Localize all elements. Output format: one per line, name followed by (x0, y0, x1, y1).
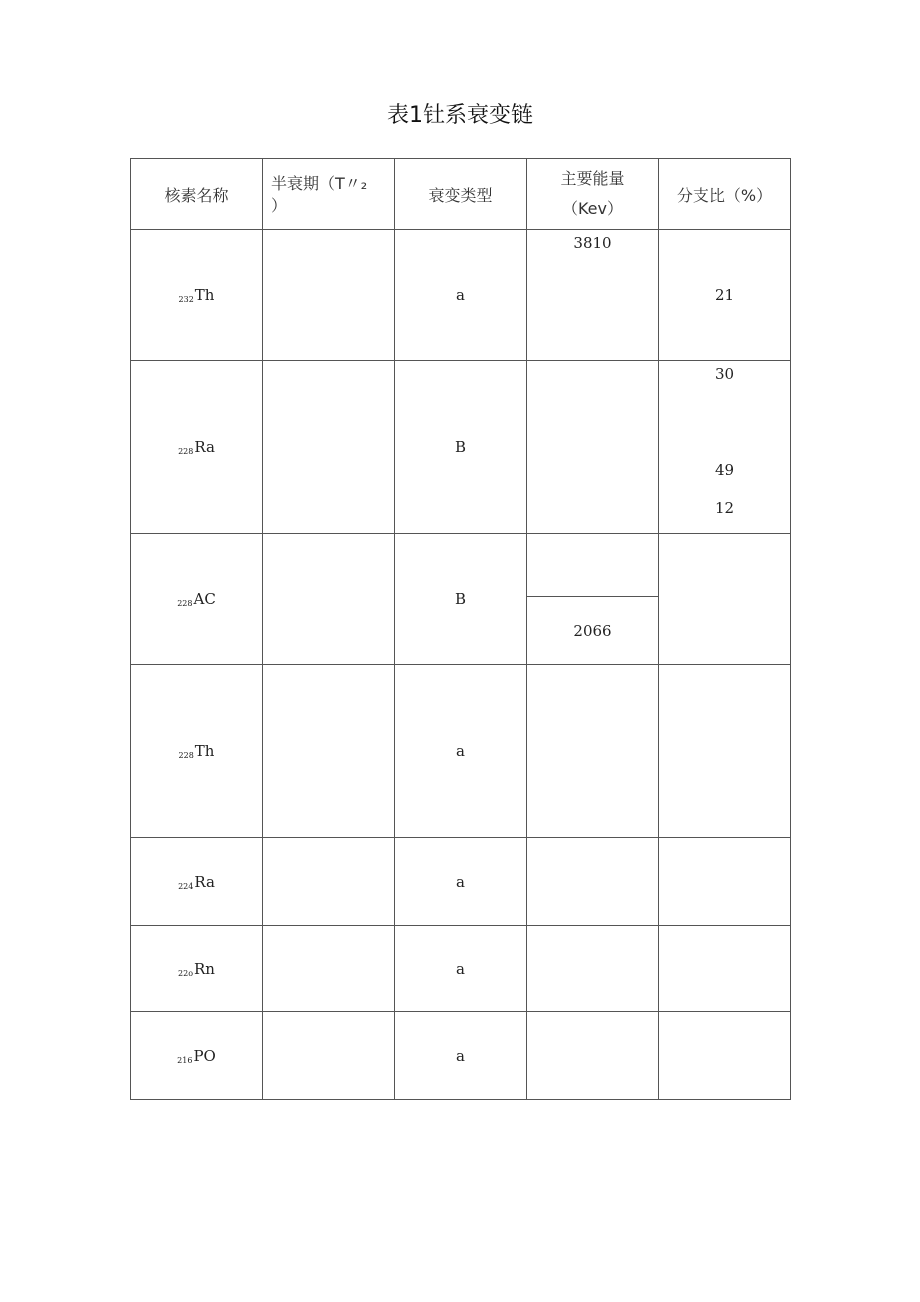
header-energy-line2: （Kev） (561, 199, 623, 218)
mass-number: 216 (177, 1055, 193, 1065)
branch-cell (659, 838, 791, 926)
mass-number: 232 (178, 295, 194, 304)
energy-cell (527, 230, 659, 361)
element-symbol: Th (194, 742, 215, 760)
branch-value: 49 (714, 461, 735, 479)
element-symbol: Rn (194, 959, 215, 978)
table-row (131, 534, 791, 597)
table-row (131, 926, 791, 1012)
half-life-cell (263, 361, 395, 534)
branch-value: 12 (714, 499, 735, 517)
nuclide-cell (131, 665, 263, 838)
element-symbol: Th (194, 286, 215, 304)
branch-cell (659, 534, 791, 665)
energy-cell (527, 926, 659, 1012)
energy-value: 3810 (573, 234, 612, 252)
nuclide-cell (131, 926, 263, 1012)
header-nuclide: 核素名称 (131, 159, 263, 230)
table-row (131, 665, 791, 838)
header-row (131, 159, 791, 230)
branch-cell (659, 926, 791, 1012)
table-row (131, 838, 791, 926)
half-life-cell (263, 838, 395, 926)
energy-cell (527, 534, 659, 597)
nuclide-cell (131, 1012, 263, 1100)
energy-cell (527, 1012, 659, 1100)
decay-type-cell: a (395, 926, 527, 1012)
element-symbol: PO (193, 1046, 216, 1065)
mass-number: 22o (178, 968, 194, 978)
table-row (131, 361, 791, 534)
energy-cell (527, 665, 659, 838)
half-life-cell (263, 926, 395, 1012)
element-symbol: Ra (194, 438, 215, 456)
header-branch-ratio: 分支比（%） (659, 159, 791, 230)
header-half-life-line2: ） (271, 196, 288, 215)
table-row (131, 1012, 791, 1100)
branch-cell (659, 1012, 791, 1100)
header-energy-line1: 主要能量 (560, 169, 625, 188)
energy-cell (527, 838, 659, 926)
mass-number: 228 (178, 751, 194, 760)
element-symbol: AC (193, 590, 216, 608)
decay-type-cell: B (395, 534, 527, 665)
element-symbol: Ra (194, 872, 215, 891)
decay-type-cell: a (395, 838, 527, 926)
branch-value: 30 (714, 365, 735, 383)
half-life-cell (263, 230, 395, 361)
half-life-cell (263, 534, 395, 665)
decay-type-cell: B (395, 361, 527, 534)
mass-number: 224 (178, 881, 194, 891)
mass-number: 228 (178, 447, 194, 456)
decay-chain-table (130, 158, 791, 1100)
header-decay-type: 衰变类型 (395, 159, 527, 230)
table-row (131, 230, 791, 361)
table-title: 表1钍系衰变链 (387, 103, 533, 128)
half-life-cell (263, 665, 395, 838)
header-half-life (263, 159, 395, 230)
header-energy (527, 159, 659, 230)
nuclide-cell (131, 534, 263, 665)
decay-type-cell: a (395, 665, 527, 838)
branch-cell (659, 665, 791, 838)
branch-cell (659, 361, 791, 534)
energy-cell: 2066 (527, 597, 659, 665)
nuclide-cell (131, 838, 263, 926)
header-half-life-line1: 半衰期（T〃₂ (271, 174, 368, 193)
half-life-cell (263, 1012, 395, 1100)
decay-type-cell: a (395, 1012, 527, 1100)
branch-cell: 21 (659, 230, 791, 361)
nuclide-cell (131, 361, 263, 534)
nuclide-cell (131, 230, 263, 361)
mass-number: 228 (177, 599, 193, 608)
energy-cell (527, 361, 659, 534)
decay-type-cell: a (395, 230, 527, 361)
